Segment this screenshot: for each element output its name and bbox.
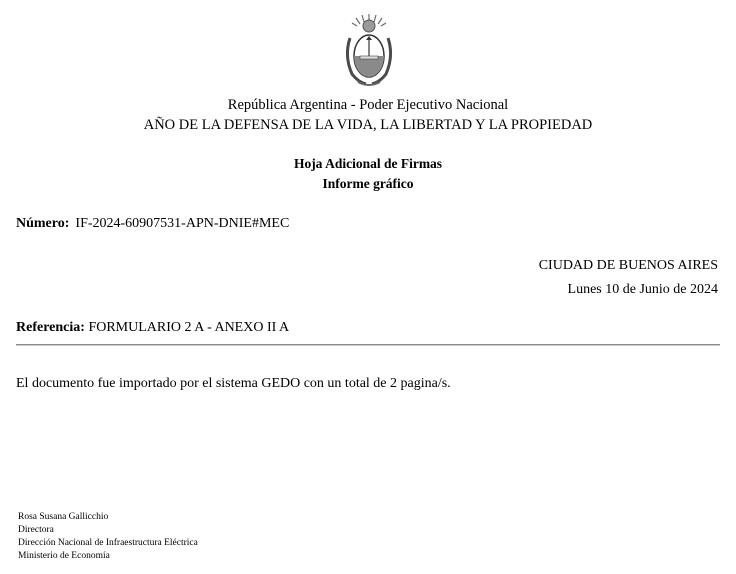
- document-title: Hoja Adicional de Firmas: [293, 156, 443, 171]
- body-text: El documento fue importado por el sistema GEDO con un total de 2 pagina/s.: [16, 376, 451, 391]
- reference: [16, 320, 289, 336]
- document-number: [16, 216, 289, 232]
- header-government: República Argentina - Poder Ejecutivo Nacional: [227, 97, 509, 113]
- header-year-motto: AÑO DE LA DEFENSA DE LA VIDA, LA LIBERTAD Y LA PROPIEDAD: [143, 117, 593, 133]
- reference-value: FORMULARIO 2 A - ANEXO II A: [88, 320, 290, 335]
- signer-role: Directora: [18, 525, 54, 535]
- coat-of-arms-icon: [340, 12, 398, 88]
- signature-block: [18, 511, 198, 563]
- document-number-value: IF-2024-60907531-APN-DNIE#MEC: [75, 216, 290, 231]
- city: CIUDAD DE BUENOS AIRES: [538, 258, 718, 273]
- signer-office: Dirección Nacional de Infraestructura Eléctrica: [18, 538, 198, 548]
- signer-name: Rosa Susana Gallicchio: [18, 512, 109, 522]
- document-number-label: Número:: [16, 216, 70, 231]
- divider: [16, 344, 720, 346]
- reference-label: Referencia:: [16, 320, 85, 335]
- signer-ministry: Ministerio de Economía: [18, 551, 110, 561]
- date: Lunes 10 de Junio de 2024: [567, 282, 718, 297]
- document-subtitle: Informe gráfico: [322, 176, 414, 191]
